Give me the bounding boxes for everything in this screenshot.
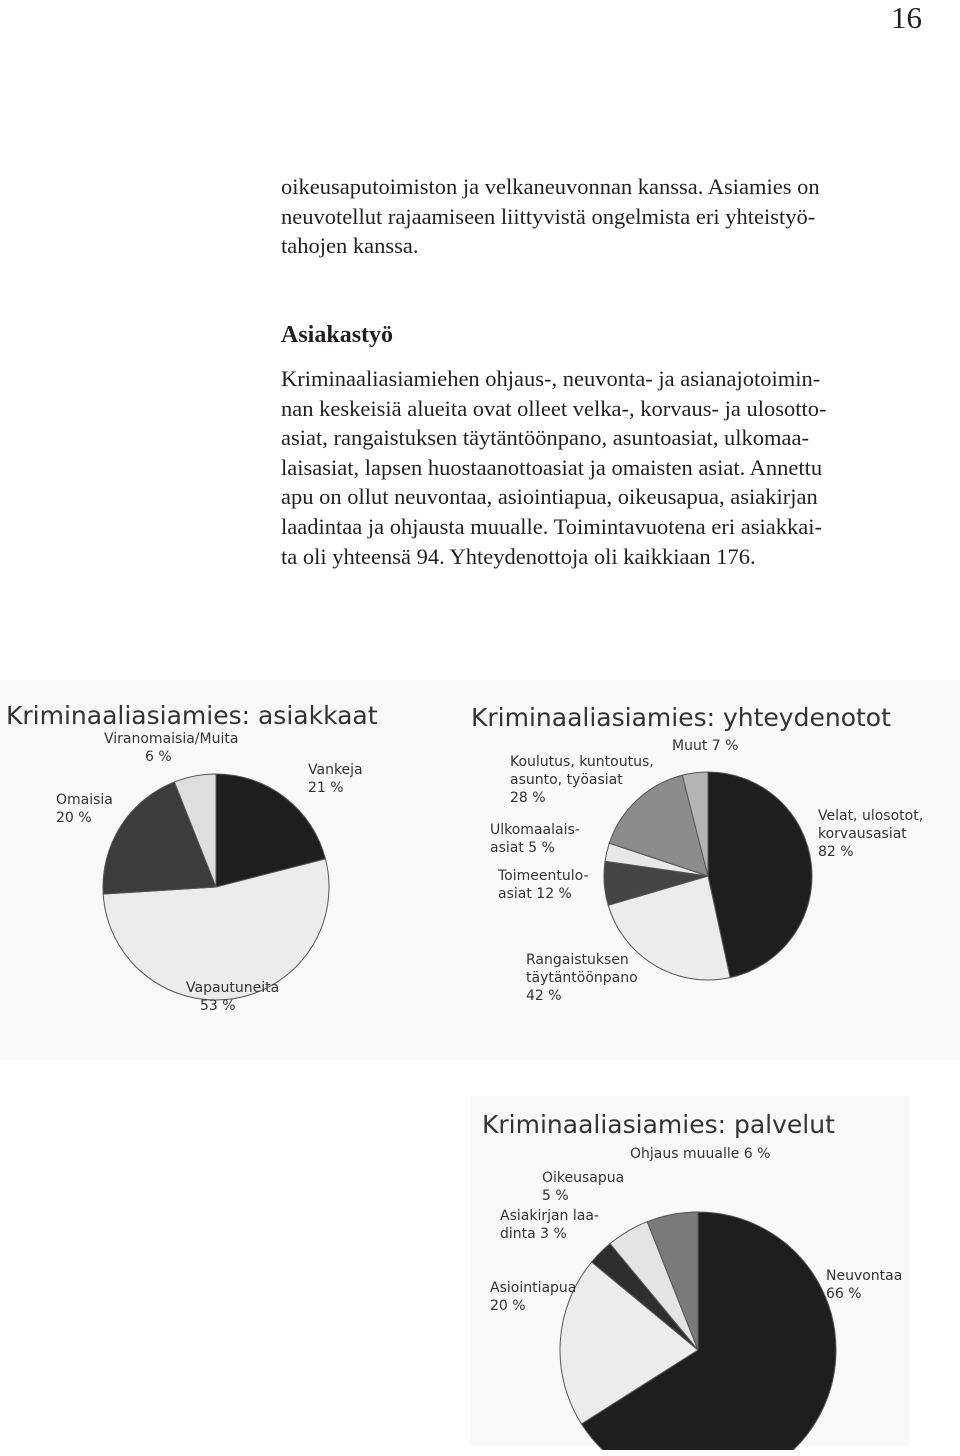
label-line: 42 % [526, 988, 562, 1004]
label-line: Ulkomaalais- [490, 822, 580, 838]
body-paragraph [281, 364, 960, 571]
label-line: 21 % [308, 780, 344, 796]
label-line: Rangaistuksen [526, 952, 629, 968]
section-heading: Asiakastyö [281, 322, 394, 348]
slice-label-vankeja [308, 762, 367, 796]
label-line: 20 % [490, 1298, 526, 1314]
text-line: neuvotellut rajaamiseen liittyvistä ongelmista eri yhteistyö- [281, 203, 816, 229]
label-line: Toimeentulo- [498, 868, 589, 884]
label-line: dinta 3 % [500, 1226, 567, 1242]
slice-label-asiakirjan [500, 1208, 603, 1242]
chart-title: Kriminaaliasiamies: yhteydenotot [471, 703, 891, 732]
label-line: Velat, ulosotot, [818, 808, 924, 824]
slice-label-omaisia [56, 792, 117, 826]
slice-label-viranomaisia [104, 731, 243, 765]
label-line: 5 % [542, 1188, 569, 1204]
slice-label-neuvontaa [826, 1268, 907, 1302]
label-line: asiat 5 % [490, 840, 555, 856]
text-line: nan keskeisiä alueita ovat olleet velka-, korvaus- ja ulosotto- [281, 395, 827, 421]
label-line: Vankeja [308, 762, 363, 778]
label-line: Oikeusapua [542, 1170, 625, 1186]
label-line: Ohjaus muualle 6 % [630, 1146, 771, 1162]
text-line: laadintaa ja ohjausta muualle. Toimintavuotena eri asiakkai- [281, 513, 822, 539]
label-line: 28 % [510, 790, 546, 806]
slice-label-velat [818, 808, 928, 860]
label-line: 66 % [826, 1286, 862, 1302]
label-line: Asiakirjan laa- [500, 1208, 599, 1224]
chart-title: Kriminaaliasiamies: palvelut [482, 1110, 835, 1139]
label-line: 82 % [818, 844, 854, 860]
label-line: Muut 7 % [672, 738, 739, 754]
pie-chart-palvelut [470, 1100, 910, 1450]
intro-paragraph [281, 172, 960, 261]
label-line: Viranomaisia/Muita [104, 731, 239, 747]
text-line: oikeusaputoimiston ja velkaneuvonnan kanssa. Asiamies on [281, 174, 820, 199]
label-line: Omaisia [56, 792, 113, 808]
label-line: asunto, työasiat [510, 772, 623, 788]
label-line: täytäntöönpano [526, 970, 638, 986]
label-line: 20 % [56, 810, 92, 826]
pie-chart-yhteydenotot [466, 690, 960, 1040]
text-line: asiat, rangaistuksen täytäntöönpano, asuntoasiat, ulkomaa- [281, 425, 809, 451]
text-line: ta oli yhteensä 94. Yhteydenottoja oli kaikkiaan 176. [281, 543, 756, 569]
slice-label-ulkomaalais [490, 822, 584, 856]
chart-title: Kriminaaliasiamies: asiakkaat [6, 701, 378, 730]
pie-chart-asiakkaat [0, 690, 460, 1040]
text-line: laisasiat, lapsen huostaanottoasiat ja omaisten asiat. Annettu [281, 454, 823, 480]
slice-label-ohjaus [630, 1146, 770, 1162]
label-line: Vapautuneita [186, 980, 280, 996]
text-line: Kriminaaliasiamiehen ohjaus-, neuvonta- ja asianajotoimin- [281, 366, 821, 391]
slice-label-toimeentulo [497, 868, 593, 902]
label-line: Asiointiapua [490, 1280, 577, 1296]
text-line: apu on ollut neuvontaa, asiointiapua, oikeusapua, asiakirjan [281, 484, 818, 510]
page-number: 16 [891, 0, 922, 35]
slice-label-rangaistus [526, 952, 642, 1004]
label-line: Koulutus, kuntoutus, [510, 754, 654, 770]
label-line: Neuvontaa [826, 1268, 903, 1284]
slice-label-muut [672, 738, 738, 754]
slice-label-oikeusapua [542, 1170, 629, 1204]
label-line: 53 % [200, 998, 236, 1014]
label-line: asiat 12 % [498, 886, 572, 902]
label-line: korvausasiat [818, 826, 907, 842]
slice-label-koulutus [510, 754, 658, 806]
text-line: tahojen kanssa. [281, 233, 419, 259]
label-line: 6 % [145, 749, 172, 765]
